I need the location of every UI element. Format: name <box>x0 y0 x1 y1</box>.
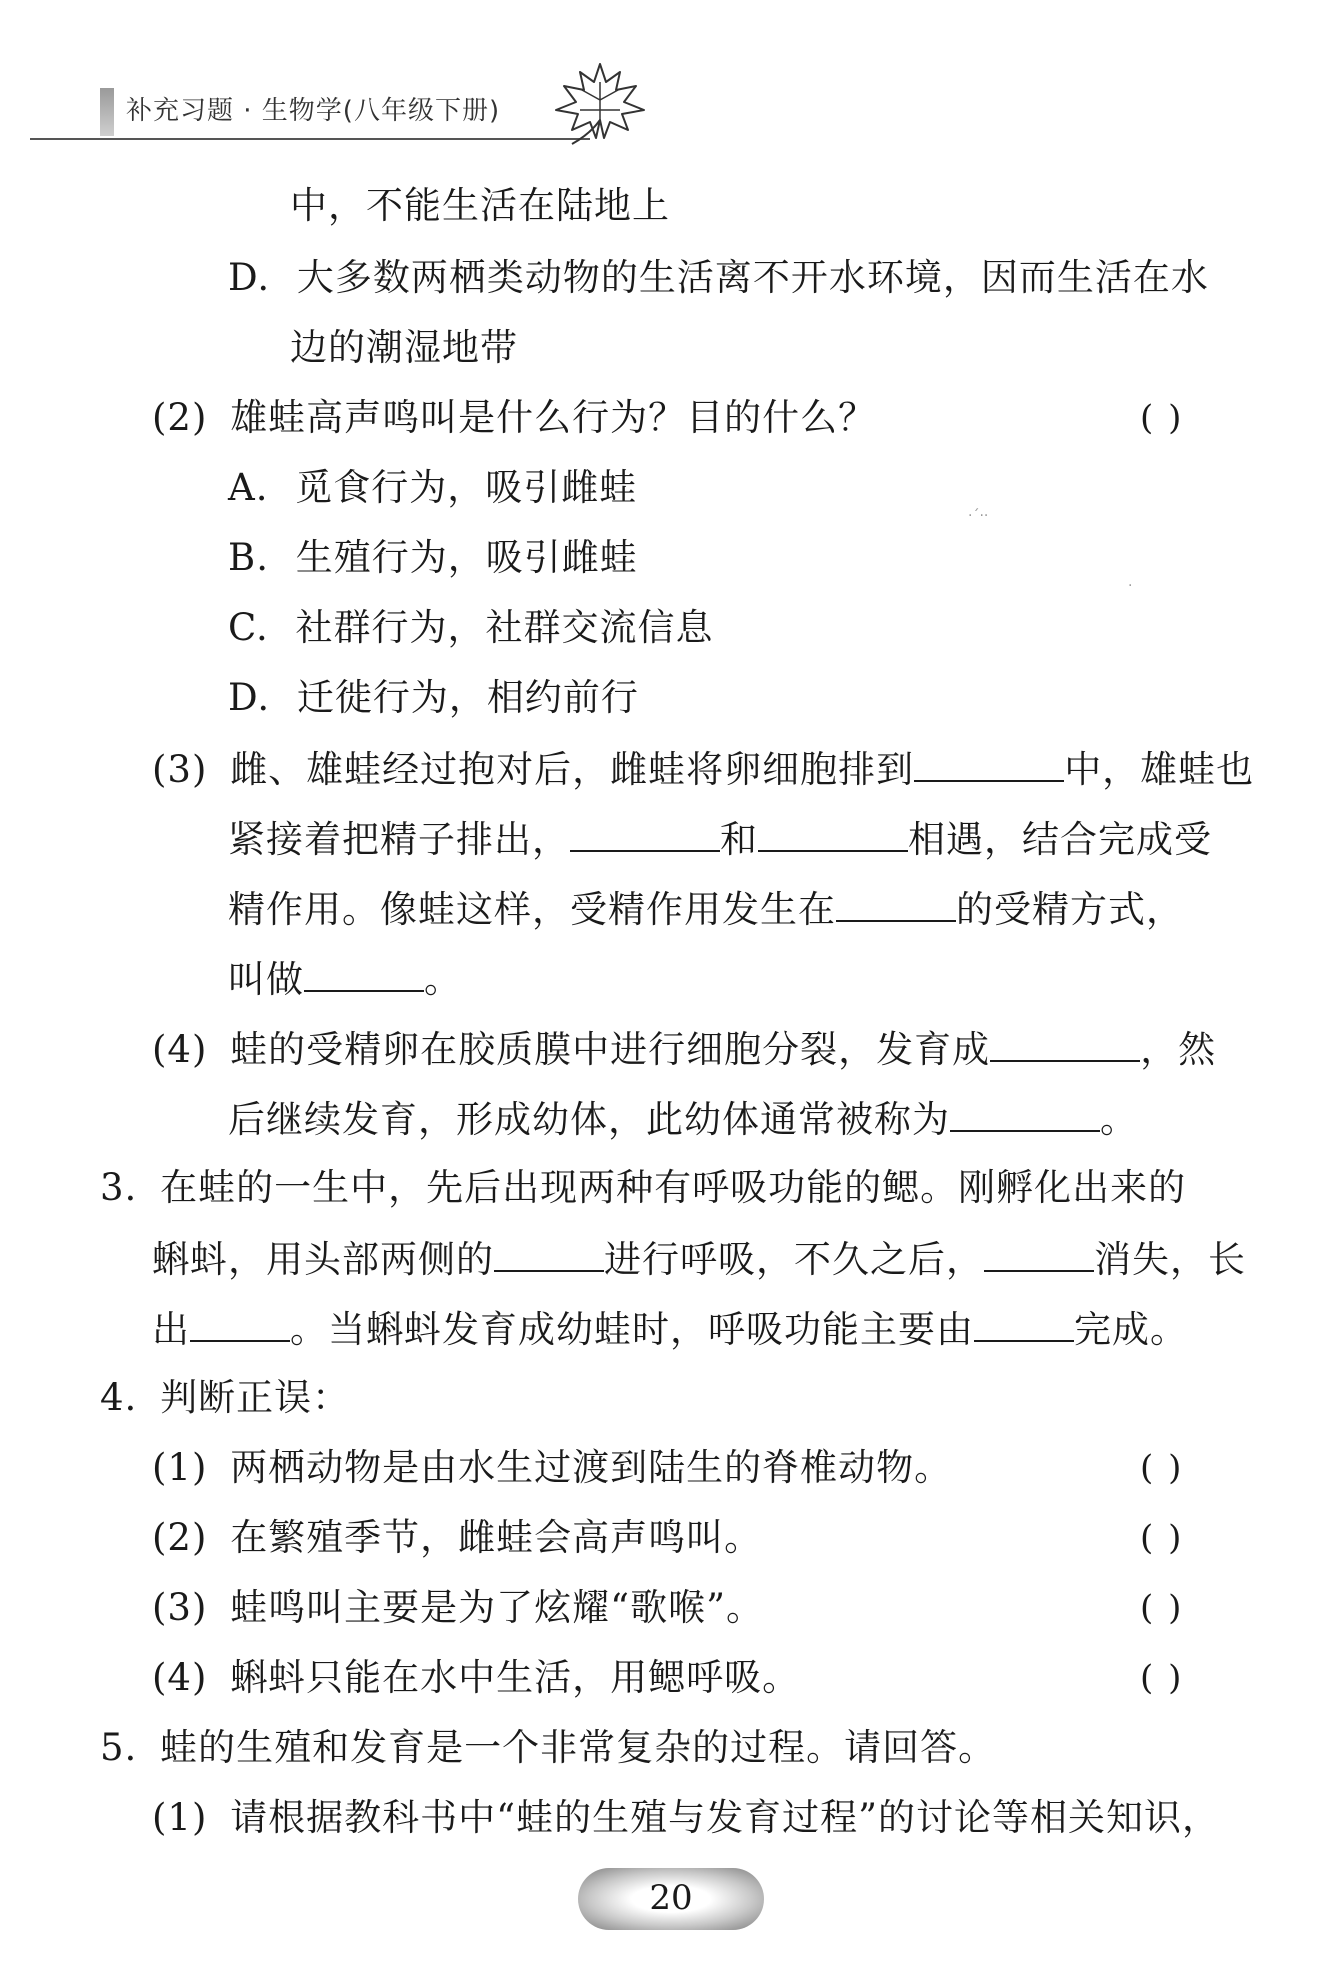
option-c-tail-text: 中，不能生活在陆地上 <box>290 184 670 227</box>
option-text: 边的潮湿地带 <box>290 326 518 369</box>
answer-blank[interactable] <box>950 1096 1100 1132</box>
question-text: 出 <box>152 1308 190 1351</box>
answer-parentheses[interactable]: ( ) <box>1140 1588 1184 1628</box>
subquestion-text: 。 <box>1100 1098 1138 1141</box>
subquestion-label: (3) <box>152 748 208 791</box>
question-5 <box>100 1726 996 1770</box>
subquestion-text: 蝌蚪只能在水中生活，用鳃呼吸。 <box>230 1656 801 1699</box>
header-title: 补充习题 · 生物学(八年级下册) <box>126 96 501 126</box>
question-number: 5. <box>100 1726 138 1769</box>
judge-item-4 <box>152 1656 800 1700</box>
option-text: 觅食行为，吸引雌蛙 <box>295 466 638 509</box>
option-c <box>228 606 714 650</box>
question-number: 4. <box>100 1376 138 1419</box>
maple-leaf-icon <box>550 60 650 146</box>
answer-blank[interactable] <box>570 816 720 852</box>
scan-speck: · <box>1128 578 1133 594</box>
option-label: B. <box>228 536 269 579</box>
header-accent-bar <box>100 88 114 136</box>
option-c-tail <box>290 184 670 228</box>
subquestion-text: 请根据教科书中“蛙的生殖与发育过程”的讨论等相关知识， <box>230 1796 1221 1839</box>
option-text: 社群行为，社群交流信息 <box>295 606 714 649</box>
subquestion-text: 精作用。像蛙这样，受精作用发生在 <box>228 888 836 931</box>
question-4-title <box>100 1376 350 1420</box>
subquestion-text: 蛙鸣叫主要是为了炫耀“歌喉”。 <box>230 1586 765 1629</box>
subquestion-label: (1) <box>152 1796 208 1839</box>
scan-speck: ·ˊ·· <box>968 508 989 524</box>
answer-parentheses[interactable]: ( ) <box>1140 1518 1184 1558</box>
subquestion-label: (4) <box>152 1028 208 1071</box>
subquestion-label: (4) <box>152 1656 208 1699</box>
question-text: 蛙的生殖和发育是一个非常复杂的过程。请回答。 <box>160 1726 997 1769</box>
subquestion-3-line-3 <box>228 886 1184 930</box>
answer-blank[interactable] <box>836 886 956 922</box>
answer-blank[interactable] <box>974 1306 1074 1342</box>
subquestion-text: 后继续发育，形成幼体，此幼体通常被称为 <box>228 1098 950 1141</box>
judge-item-1 <box>152 1446 952 1490</box>
page-header <box>30 60 640 140</box>
subquestion-text: 在繁殖季节，雌蛙会高声鸣叫。 <box>230 1516 763 1559</box>
subquestion-text: 中，雄蛙也 <box>1064 748 1255 791</box>
subquestion-3-line-4 <box>228 956 462 1000</box>
subquestion-text: 蛙的受精卵在胶质膜中进行细胞分裂，发育成 <box>230 1028 991 1071</box>
option-label: D. <box>228 256 271 299</box>
question-text: 在蛙的一生中，先后出现两种有呼吸功能的鳃。刚孵化出来的 <box>160 1166 1187 1209</box>
answer-blank[interactable] <box>758 816 908 852</box>
question-text: 。当蝌蚪发育成幼蛙时，呼吸功能主要由 <box>290 1308 974 1351</box>
question-number: 3. <box>100 1166 138 1209</box>
question-text: 消失，长 <box>1094 1238 1246 1281</box>
question-3-line-3 <box>152 1306 1188 1350</box>
subquestion-text: 雌、雄蛙经过抱对后，雌蛙将卵细胞排到 <box>230 748 915 791</box>
option-d <box>228 676 639 720</box>
judge-item-2 <box>152 1516 762 1560</box>
page-number-badge <box>578 1868 764 1930</box>
option-label: D. <box>228 676 271 719</box>
question-3-line-2 <box>152 1236 1246 1280</box>
subquestion-label: (2) <box>152 396 208 439</box>
option-text: 生殖行为，吸引雌蛙 <box>295 536 638 579</box>
option-label: A. <box>228 466 269 509</box>
subquestion-text: ，然 <box>1140 1028 1217 1071</box>
answer-parentheses[interactable]: ( ) <box>1140 398 1184 438</box>
answer-blank[interactable] <box>304 956 424 992</box>
question-text: 蝌蚪，用头部两侧的 <box>152 1238 494 1281</box>
question-text: 完成。 <box>1074 1308 1188 1351</box>
subquestion-label: (1) <box>152 1446 208 1489</box>
subquestion-3-line-1 <box>152 746 1254 790</box>
option-d-line-2 <box>290 326 518 370</box>
answer-parentheses[interactable]: ( ) <box>1140 1658 1184 1698</box>
question-text: 进行呼吸，不久之后， <box>604 1238 984 1281</box>
question-3-line-1 <box>100 1166 1186 1210</box>
option-text: 迁徙行为，相约前行 <box>296 676 639 719</box>
answer-parentheses[interactable]: ( ) <box>1140 1448 1184 1488</box>
question-5-sub-1 <box>152 1796 1220 1840</box>
subquestion-text: 。 <box>424 958 462 1001</box>
subquestion-text: 相遇，结合完成受 <box>908 818 1212 861</box>
question-text: 判断正误： <box>160 1376 351 1419</box>
subquestion-3-line-2 <box>228 816 1212 860</box>
answer-blank[interactable] <box>494 1236 604 1272</box>
option-a <box>228 466 637 510</box>
subquestion-text: 和 <box>720 818 758 861</box>
subquestion-4-line-2 <box>228 1096 1138 1140</box>
subquestion-text: 叫做 <box>228 958 304 1001</box>
page-number: 20 <box>649 1878 693 1918</box>
answer-blank[interactable] <box>990 1026 1140 1062</box>
header-rule <box>30 138 590 140</box>
judge-item-3 <box>152 1586 764 1630</box>
subquestion-text: 雄蛙高声鸣叫是什么行为？目的什么？ <box>230 396 877 439</box>
option-b <box>228 536 638 580</box>
subquestion-2 <box>152 396 876 440</box>
subquestion-label: (2) <box>152 1516 208 1559</box>
subquestion-text: 的受精方式， <box>956 888 1184 931</box>
option-label: C. <box>228 606 269 649</box>
option-d-line-1 <box>228 256 1209 300</box>
answer-blank[interactable] <box>190 1306 290 1342</box>
subquestion-text: 两栖动物是由水生过渡到陆生的脊椎动物。 <box>230 1446 953 1489</box>
subquestion-text: 紧接着把精子排出， <box>228 818 570 861</box>
option-text: 大多数两栖类动物的生活离不开水环境，因而生活在水 <box>296 256 1209 299</box>
subquestion-4-line-1 <box>152 1026 1216 1070</box>
answer-blank[interactable] <box>984 1236 1094 1272</box>
answer-blank[interactable] <box>914 746 1064 782</box>
subquestion-label: (3) <box>152 1586 208 1629</box>
